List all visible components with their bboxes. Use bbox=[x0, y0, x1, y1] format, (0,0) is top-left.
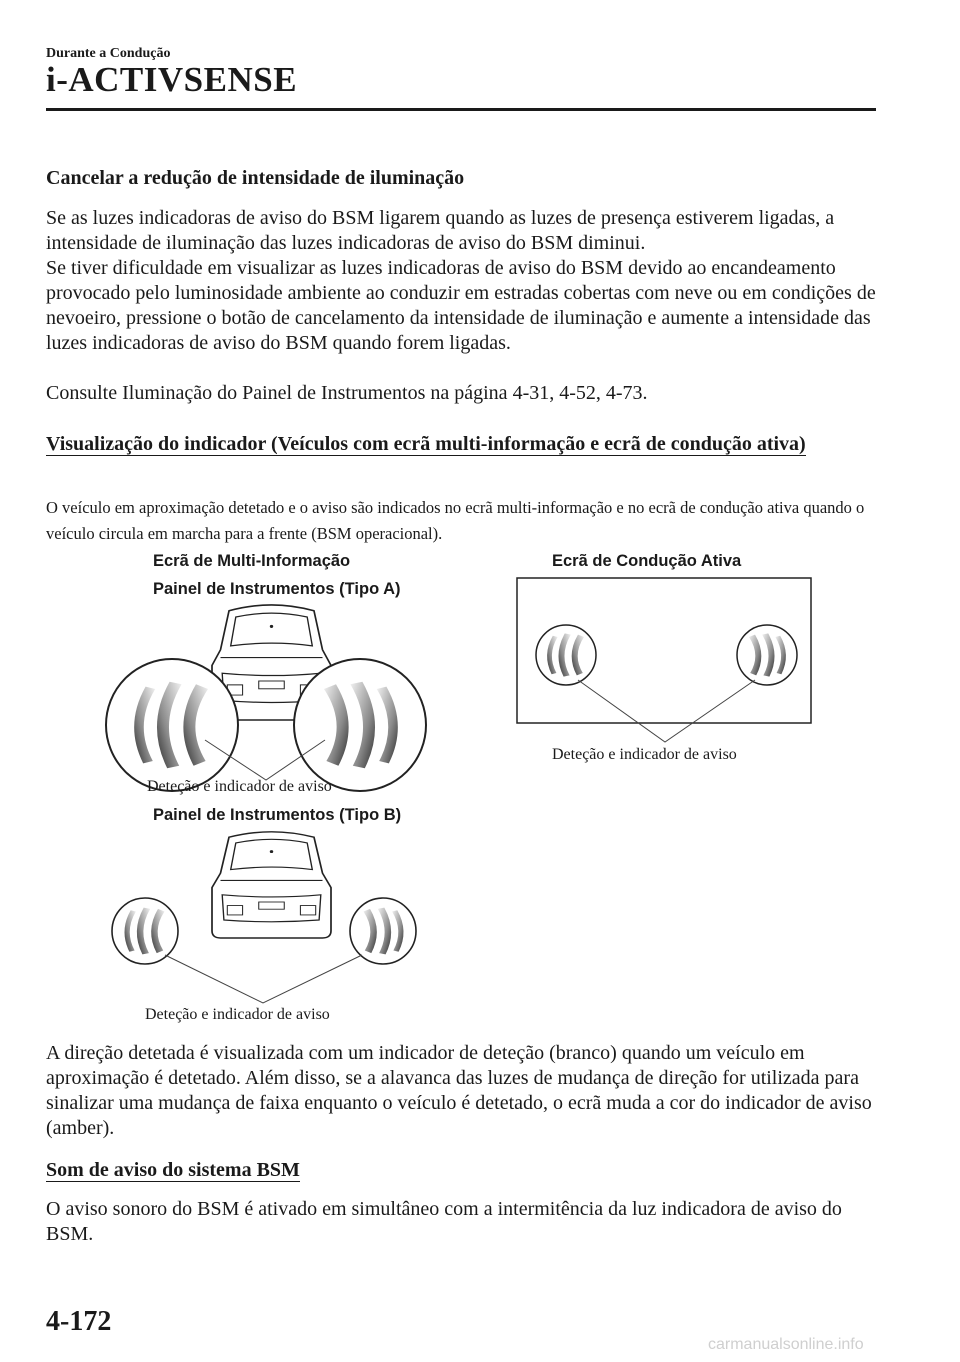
leader-lines-b bbox=[165, 955, 362, 1003]
heading-warning-sound-text: Som de aviso do sistema BSM bbox=[46, 1159, 300, 1181]
label-tipo-a: Painel de Instrumentos (Tipo A) bbox=[153, 580, 401, 598]
label-tipo-b: Painel de Instrumentos (Tipo B) bbox=[153, 806, 402, 824]
indicator-circle-left-a bbox=[106, 659, 238, 791]
heading-indicator-display-text: Visualização do indicador (Veículos com ecrã multi-informação e ecrã de condução ativa) bbox=[46, 433, 806, 455]
section-label: Durante a Condução bbox=[46, 46, 171, 61]
car-tipo-b bbox=[212, 832, 331, 938]
page-number: 4-172 bbox=[46, 1306, 112, 1337]
paragraph-detection: A direção detetada é visualizada com um indicador de deteção (branco) quando um veículo em aproximação é detetado. Além disso, se a alavanca das luzes de mudança de direção for utilizada para sinalizar uma mudança de faixa enquanto o veículo é detetado, o ecrã muda a cor do indicador de aviso (amber). bbox=[46, 1042, 872, 1139]
paragraph-glare: Se tiver dificuldade em visualizar as luzes indicadoras de aviso do BSM devido ao encandeamento provocado pelo luminosidade ambiente ao conduzir em estradas cobertas com neve ou em condições de nevoeiro, pressione o botão de cancelamento da intensidade de iluminação e aumente a intensidade das luzes indicadoras de aviso do BSM quando forem ligadas. bbox=[46, 257, 876, 354]
label-multi-info: Ecrã de Multi-Informação bbox=[153, 552, 351, 570]
caption-active-driving: Deteção e indicador de aviso bbox=[552, 746, 737, 763]
indicator-circle-right-a bbox=[294, 659, 426, 791]
watermark: carmanualsonline.info bbox=[708, 1336, 864, 1353]
heading-cancel-dimming: Cancelar a redução de intensidade de iluminação bbox=[46, 167, 465, 189]
paragraph-reference: Consulte Iluminação do Painel de Instrumentos na página 4-31, 4-52, 4-73. bbox=[46, 382, 648, 404]
paragraph-dimming: Se as luzes indicadoras de aviso do BSM ligarem quando as luzes de presença estiverem ligadas, a intensidade de iluminação das luzes indicadoras de aviso do BSM diminui. bbox=[46, 207, 835, 254]
heading-warning-sound bbox=[46, 1158, 846, 1183]
label-active-driving: Ecrã de Condução Ativa bbox=[552, 552, 742, 570]
caption-tipo-b: Deteção e indicador de aviso bbox=[145, 1006, 330, 1023]
paragraph-warning-sound: O aviso sonoro do BSM é ativado em simultâneo com a intermitência da luz indicadora de aviso do BSM. bbox=[46, 1198, 842, 1245]
caption-tipo-a: Deteção e indicador de aviso bbox=[147, 778, 332, 795]
page-title: i-ACTIVSENSE bbox=[46, 60, 298, 99]
paragraph-intro: O veículo em aproximação detetado e o aviso são indicados no ecrã multi-informação e no ecrã de condução ativa quando o veículo circula em marcha para a frente (BSM operacional). bbox=[46, 498, 865, 543]
